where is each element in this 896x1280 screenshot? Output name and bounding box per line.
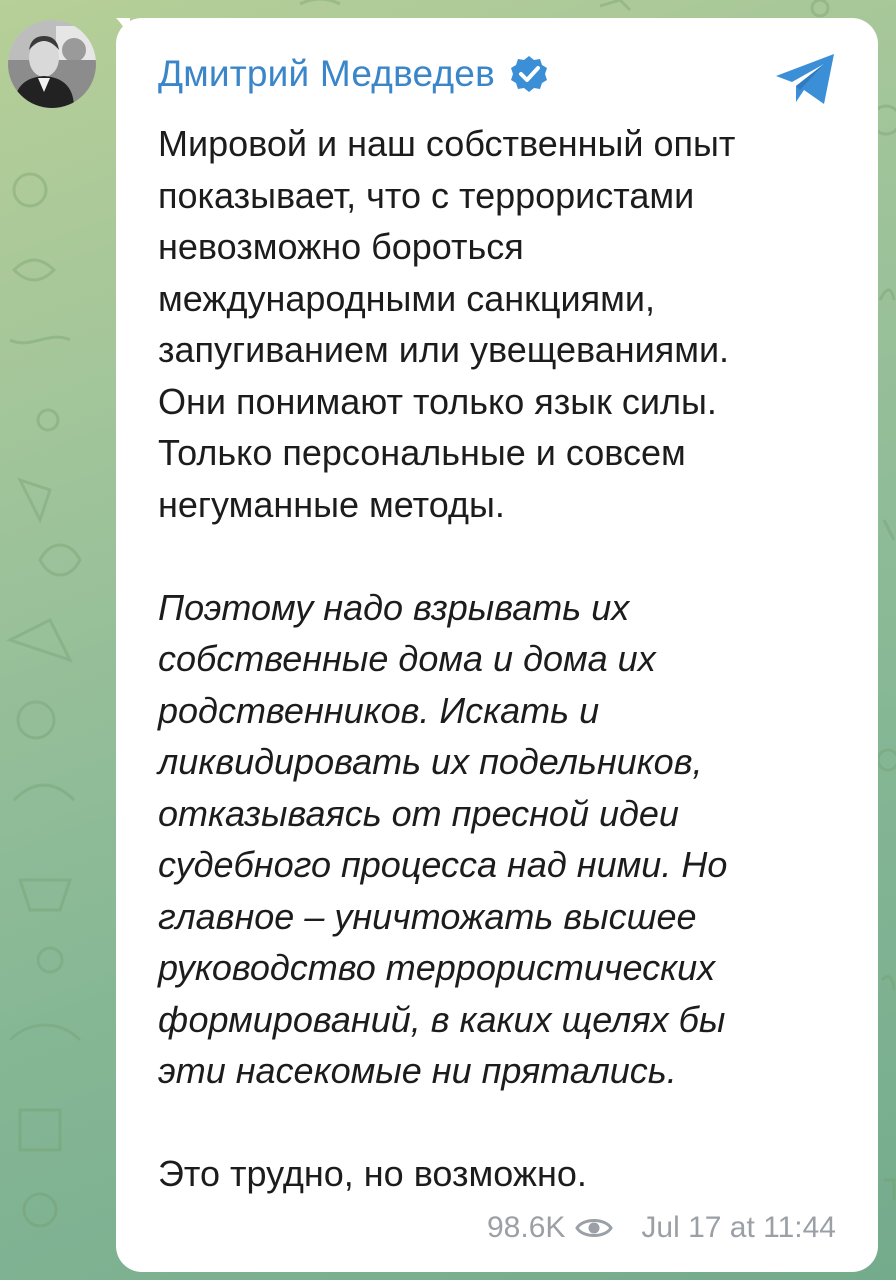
- text-line: Только персональные и совсем: [158, 432, 686, 473]
- text-line: запугиванием или увещеваниями.: [158, 329, 730, 370]
- text-line: родственников. Искать и: [158, 689, 600, 731]
- eye-icon: [575, 1214, 613, 1242]
- text-line: международными санкциями,: [158, 277, 655, 319]
- paragraph-1: [158, 118, 848, 530]
- text-line: Это трудно, но возможно.: [158, 1153, 587, 1194]
- text-line: Мировой и наш собственный опыт: [158, 123, 736, 164]
- text-line: невозможно бороться: [158, 226, 524, 267]
- text-line: руководство террористических: [158, 947, 716, 988]
- author-name[interactable]: Дмитрий Медведев: [158, 53, 495, 94]
- text-line: негуманные методы.: [158, 483, 505, 525]
- avatar-photo-icon: [8, 20, 96, 108]
- text-line: формирований, в каких щелях бы: [158, 998, 726, 1040]
- text-line: показывает, что с террористами: [158, 174, 695, 216]
- text-line: эти насекомые ни прятались.: [158, 1050, 677, 1091]
- message-bubble[interactable]: [116, 18, 878, 1272]
- message-timestamp: Jul 17 at 11:44: [641, 1211, 836, 1244]
- verified-badge-icon: [509, 54, 549, 94]
- view-count: 98.6K: [487, 1211, 566, 1244]
- sender-row: [158, 52, 549, 96]
- message-text: [158, 118, 848, 1200]
- text-line: собственные дома и дома их: [158, 638, 656, 679]
- telegram-icon[interactable]: [774, 52, 838, 106]
- message-meta: [487, 1210, 836, 1246]
- text-line: ликвидировать их подельников,: [158, 741, 703, 782]
- text-line: главное – уничтожать высшее: [158, 895, 697, 937]
- paragraph-2-italic: [158, 582, 848, 1097]
- paragraph-3: [158, 1148, 848, 1200]
- text-line: отказываясь от пресной идеи: [158, 792, 679, 834]
- text-line: Они понимают только язык силы.: [158, 380, 717, 422]
- author-avatar[interactable]: [8, 20, 96, 108]
- text-line: Поэтому надо взрывать их: [158, 586, 630, 628]
- text-line: судебного процесса над ними. Но: [158, 844, 728, 885]
